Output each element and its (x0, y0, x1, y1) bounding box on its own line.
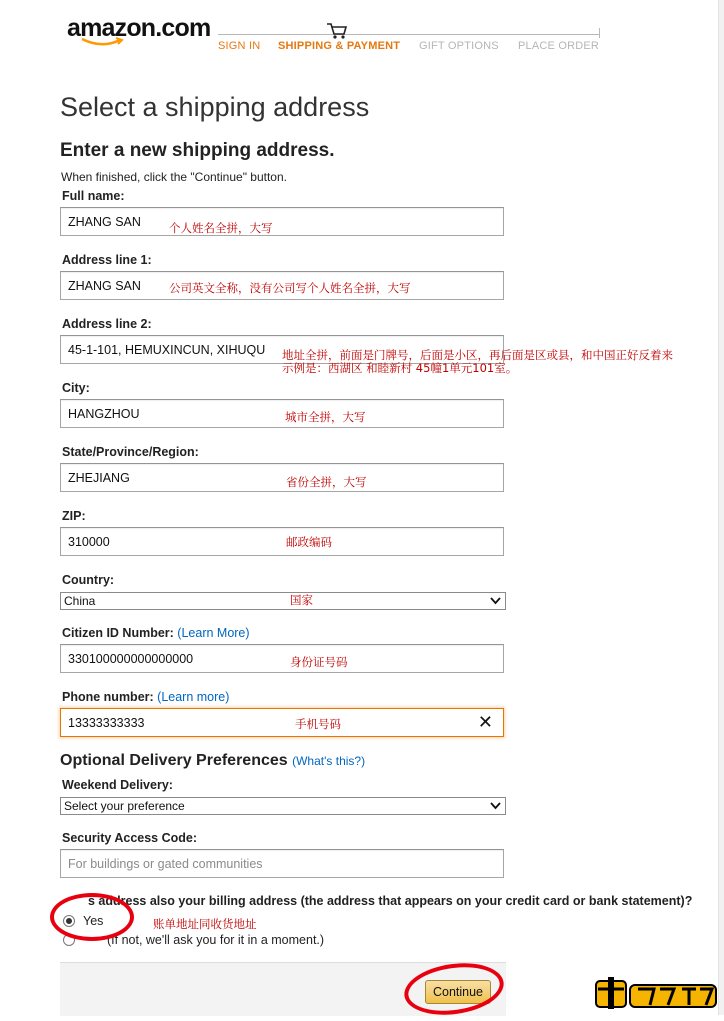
phone-input[interactable] (60, 708, 504, 737)
step-place-order: PLACE ORDER (518, 40, 600, 52)
city-annotation: 城市全拼，大写 (285, 410, 366, 424)
state-value: ZHEJIANG (68, 471, 130, 485)
watermark-logo (594, 975, 719, 1011)
address-line1-label: Address line 1: (62, 253, 152, 267)
address-line2-label: Address line 2: (62, 317, 152, 331)
phone-label-text: Phone number: (62, 690, 154, 704)
citizen-id-annotation: 身份证号码 (290, 655, 348, 669)
security-code-placeholder: For buildings or gated communities (68, 857, 263, 871)
address-line2-value: 45-1-101, HEMUXINCUN, XIHUQU (68, 343, 266, 357)
city-label: City: (62, 381, 90, 395)
city-input[interactable] (60, 399, 504, 428)
city-value: HANGZHOU (68, 407, 140, 421)
zip-label: ZIP: (62, 509, 86, 523)
state-input[interactable] (60, 463, 504, 492)
amazon-smile-icon (80, 37, 124, 47)
security-code-input[interactable] (60, 849, 504, 878)
clear-icon[interactable]: ✕ (477, 712, 493, 732)
optional-delivery-title-text: Optional Delivery Preferences (60, 752, 288, 769)
step-shipping-payment: SHIPPING & PAYMENT (278, 40, 401, 52)
full-name-label: Full name: (62, 189, 125, 203)
step-gift-options: GIFT OPTIONS (419, 40, 499, 52)
country-annotation: 国家 (290, 593, 313, 607)
optional-delivery-title (60, 752, 365, 770)
weekend-delivery-value: Select your preference (64, 799, 185, 813)
billing-no-label: (If not, we'll ask you for it in a moment.) (107, 933, 325, 947)
citizen-id-learn-more-link[interactable]: (Learn More) (177, 626, 250, 640)
weekend-delivery-select[interactable] (60, 797, 506, 815)
citizen-id-value: 330100000000000000 (68, 652, 194, 666)
phone-value: 13333333333 (68, 716, 145, 730)
billing-question: s address also your billing address (the address that appears on your credit card or bank statement)? (88, 894, 693, 908)
zip-value: 310000 (68, 535, 110, 549)
billing-yes-label: Yes (83, 914, 104, 928)
address-line1-annotation: 公司英文全称，没有公司写个人姓名全拼，大写 (169, 281, 411, 295)
zip-input[interactable] (60, 527, 504, 556)
billing-annotation: 账单地址同收货地址 (153, 917, 257, 931)
citizen-id-label (62, 626, 250, 640)
state-label: State/Province/Region: (62, 445, 199, 459)
phone-annotation: 手机号码 (295, 717, 341, 731)
phone-label (62, 690, 229, 704)
step-sign-in: SIGN IN (218, 40, 261, 52)
zip-annotation: 邮政编码 (286, 535, 332, 549)
security-code-label: Security Access Code: (62, 831, 198, 845)
weekend-delivery-label: Weekend Delivery: (62, 778, 173, 792)
full-name-input[interactable] (60, 207, 504, 236)
checkout-progress-line (218, 34, 600, 35)
address-line2-example: 示例是：西湖区 和睦新村 45幢1单元101室。 (282, 361, 518, 375)
chevron-down-icon (490, 597, 501, 605)
section-title: Enter a new shipping address. (60, 140, 335, 161)
citizen-id-input[interactable] (60, 644, 504, 673)
state-annotation: 省份全拼，大写 (286, 475, 367, 489)
watermark-icon (594, 975, 719, 1011)
full-name-annotation: 个人姓名全拼，大写 (169, 221, 273, 235)
instruction-hint: When finished, click the "Continue" button. (61, 170, 287, 184)
country-select[interactable] (60, 592, 506, 610)
cart-icon (326, 22, 348, 40)
whats-this-link[interactable]: (What's this?) (292, 754, 366, 768)
highlight-circle-yes (50, 893, 134, 941)
continue-button[interactable]: Continue (425, 980, 491, 1004)
address-line1-value: ZHANG SAN (68, 279, 141, 293)
full-name-value: ZHANG SAN (68, 215, 141, 229)
citizen-id-label-text: Citizen ID Number: (62, 626, 174, 640)
phone-learn-more-link[interactable]: (Learn more) (157, 690, 230, 704)
page-title: Select a shipping address (60, 92, 370, 122)
country-value: China (64, 594, 96, 608)
chevron-down-icon (490, 802, 501, 810)
country-label: Country: (62, 573, 115, 587)
scrollbar-track[interactable] (718, 0, 724, 1015)
address-line2-annotation: 地址全拼，前面是门牌号，后面是小区，再后面是区或县，和中国正好反着来 (282, 348, 673, 362)
amazon-logo[interactable]: amazon.com (67, 14, 211, 42)
checkout-progress-end (599, 28, 600, 38)
